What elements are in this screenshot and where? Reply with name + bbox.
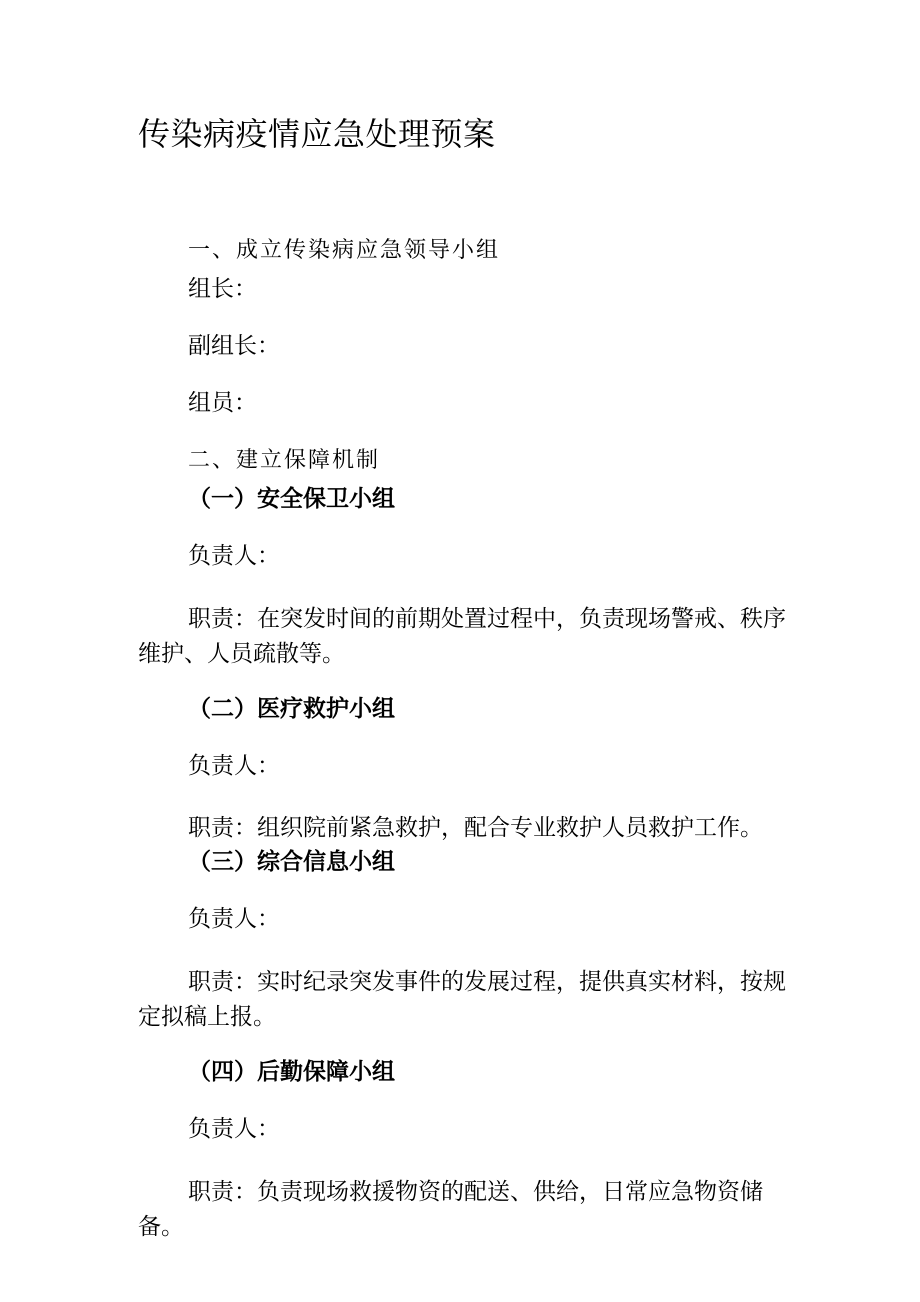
members-label: 组员： [188,390,257,416]
group-title-security: （一）安全保卫小组 [188,486,395,512]
section2-heading: 二、建立保障机制 [188,448,381,473]
group-duty-logistics: 职责：负责现场救援物资的配送、供给，日常应急物资储备。 [138,1179,763,1240]
group-duty-info: 职责：实时纪录突发事件的发展过程，提供真实材料，按规定拟稿上报。 [138,969,786,1030]
group-duty-security: 职责：在突发时间的前期处置过程中，负责现场警戒、秩序维护、人员疏散等。 [138,606,786,667]
group-duty-medical: 职责：组织院前紧急救护，配合专业救护人员救护工作。 [188,815,763,841]
deputy-leader-label: 副组长： [188,333,280,359]
document-title: 传染病疫情应急处理预案 [138,115,496,153]
group-responsible-info: 负责人： [188,906,280,932]
group-responsible-logistics: 负责人： [188,1116,280,1142]
group-responsible-medical: 负责人： [188,753,280,779]
group-title-medical: （二）医疗救护小组 [188,696,395,722]
leader-label: 组长： [188,276,257,302]
group-title-logistics: （四）后勤保障小组 [188,1059,395,1085]
group-responsible-security: 负责人： [188,543,280,569]
section1-heading: 一、成立传染病应急领导小组 [188,238,501,263]
group-title-info: （三）综合信息小组 [188,849,395,875]
